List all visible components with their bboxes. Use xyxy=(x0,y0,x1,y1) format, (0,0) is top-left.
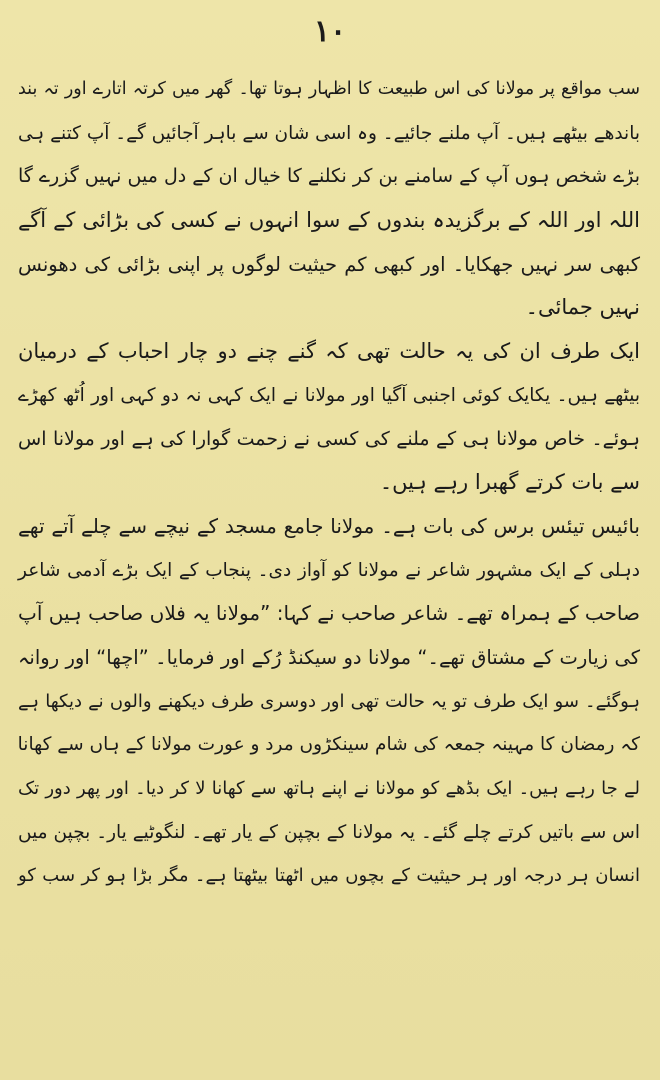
text-line: کی زیارت کے مشتاق تھے۔“ مولانا دو سیکنڈ رُکے اور فرمایا۔ ”اچھا“ اور روانہ xyxy=(18,645,640,669)
text-line: لے جا رہے ہیں۔ ایک بڈھے کو مولانا نے اپنے ہاتھ سے کھانا لا کر دیا۔ اور پھر دور تک xyxy=(18,778,640,799)
text-line: ہوگئے۔ سو ایک طرف تو یہ حالت تھی اور دوسری طرف دیکھنے والوں نے دیکھا ہے xyxy=(18,690,640,712)
text-line: بیٹھے ہیں۔ یکایک کوئی اجنبی آگیا اور مولانا نے ایک کہی نہ دو کہی اور اُٹھ کھڑے xyxy=(18,384,640,406)
text-line: اللہ اور اللہ کے برگزیدہ بندوں کے سوا انہوں نے کسی کی بڑائی کے آگے xyxy=(18,208,640,233)
text-line: کبھی سر نہیں جھکایا۔ اور کبھی کم حیثیت لوگوں پر اپنی بڑائی کی دھونس xyxy=(18,252,640,276)
text-line: سب مواقع پر مولانا کی اس طبیعت کا اظہار ہوتا تھا۔ گھر میں کرتہ اتارے اور تہ بند xyxy=(18,79,640,99)
text-line: بائیس تیئس برس کی بات ہے۔ مولانا جامع مسجد کے نیچے سے چلے آتے تھے xyxy=(18,513,640,538)
text-line: نہیں جمائی۔ xyxy=(525,295,640,320)
text-line: ہوئے۔ خاص مولانا ہی کے ملنے کی کسی نے زحمت گوارا کی ہے اور مولانا اس xyxy=(18,427,640,450)
text-line: ایک طرف ان کی یہ حالت تھی کہ گنے چنے دو چار احباب کے درمیان xyxy=(18,339,640,364)
text-line: باندھے بیٹھے ہیں۔ آپ ملنے جائیے۔ وہ اسی شان سے باہر آجائیں گے۔ آپ کتنے ہی xyxy=(18,122,640,144)
page-number: ۱۰ xyxy=(313,14,347,49)
body-text xyxy=(18,68,640,898)
text-line: صاحب کے ہمراہ تھے۔ شاعر صاحب نے کہا: ”مولانا یہ فلاں صاحب ہیں آپ xyxy=(18,601,640,626)
text-line: انسان ہر درجہ اور ہر حیثیت کے بچوں میں اٹھتا بیٹھتا ہے۔ مگر بڑا ہو کر سب کو xyxy=(18,865,640,887)
text-line: دہلی کے ایک مشہور شاعر نے مولانا کو آواز دی۔ پنجاب کے ایک بڑے آدمی شاعر xyxy=(18,559,640,581)
text-line: سے بات کرتے گھبرا رہے ہیں۔ xyxy=(379,470,640,495)
text-line: بڑے شخص ہوں آپ کے سامنے بن کر نکلنے کا خیال ان کے دل میں نہیں گزرے گا xyxy=(18,165,640,188)
text-line: کہ رمضان کا مہینہ جمعہ کی شام سینکڑوں مرد و عورت مولانا کے ہاں سے کھانا xyxy=(17,734,640,756)
text-line: اس سے باتیں کرتے چلے گئے۔ یہ مولانا کے بچپن کے یار تھے۔ لنگوٹیے یار۔ بچپن میں xyxy=(18,821,640,843)
